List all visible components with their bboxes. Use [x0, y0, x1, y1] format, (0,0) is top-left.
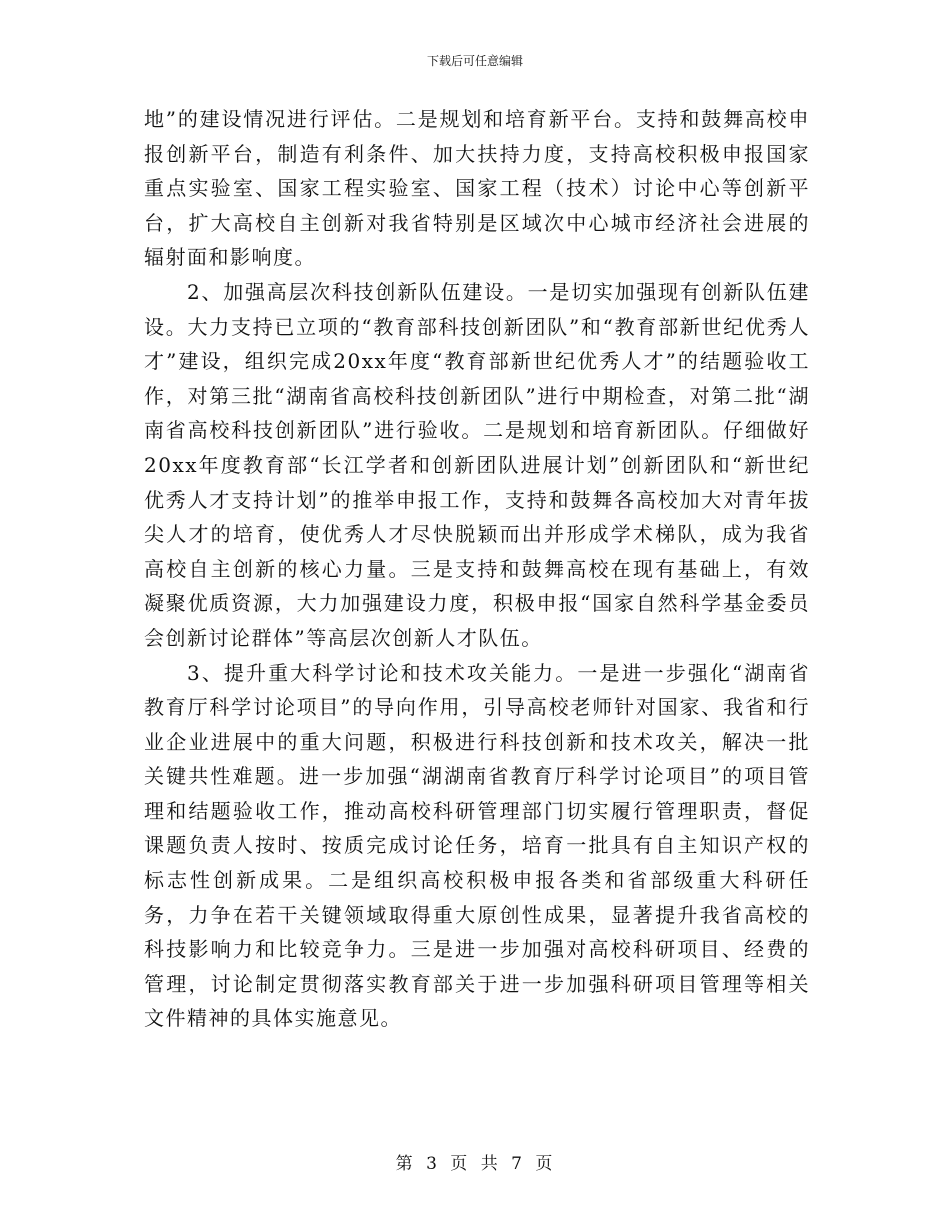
- page-header-note: 下载后可任意编辑: [426, 54, 523, 68]
- paragraph-research-capability: 3、提升重大科学讨论和技术攻关能力。一是进一步强化“湖南省教育厅科学讨论项目”的导向作用，引导高校老师针对国家、我省和行业企业进展中的重大问题，积极进行科技创新和技术攻关，解决一批关键共性难题。进一步加强“湖湖南省教育厅科学讨论项目”的项目管理和结题验收工作，推动高校科研管理部门切实履行管理职责，督促课题负责人按时、按质完成讨论任务，培育一批具有自主知识产权的标志性创新成果。二是组织高校积极申报各类和省部级重大科研任务，力争在若干关键领域取得重大原创性成果，显著提升我省高校的科技影响力和比较竞争力。三是进一步加强对高校科研项目、经费的管理，讨论制定贯彻落实教育部关于进一步加强科研项目管理等相关文件精神的具体实施意见。: [144, 660, 810, 1031]
- page-number: 第 3 页 共 7 页: [395, 1154, 555, 1174]
- paragraph-team-building: 2、加强高层次科技创新队伍建设。一是切实加强现有创新队伍建设。大力支持已立项的“教育部科技创新团队”和“教育部新世纪优秀人才”建设，组织完成20xx年度“教育部新世纪优秀人才”的结题验收工作，对第三批“湖南省高校科技创新团队”进行中期检查，对第二批“湖南省高校科技创新团队”进行验收。二是规划和培育新团队。仔细做好20xx年度教育部“长江学者和创新团队进展计划”创新团队和“新世纪优秀人才支持计划”的推举申报工作，支持和鼓舞各高校加大对青年拔尖人才的培育，使优秀人才尽快脱颖而出并形成学术梯队，成为我省高校自主创新的核心力量。三是支持和鼓舞高校在现有基础上，有效凝聚优质资源，大力加强建设力度，积极申报“国家自然科学基金委员会创新讨论群体”等高层次创新人才队伍。: [144, 279, 810, 650]
- paragraph-continued: 地”的建设情况进行评估。二是规划和培育新平台。支持和鼓舞高校申报创新平台，制造有利条件、加大扶持力度，支持高校积极申报国家重点实验室、国家工程实验室、国家工程（技术）讨论中心等创新平台，扩大高校自主创新对我省特别是区域次中心城市经济社会进展的辐射面和影响度。: [144, 107, 810, 270]
- document-body: [144, 102, 810, 1036]
